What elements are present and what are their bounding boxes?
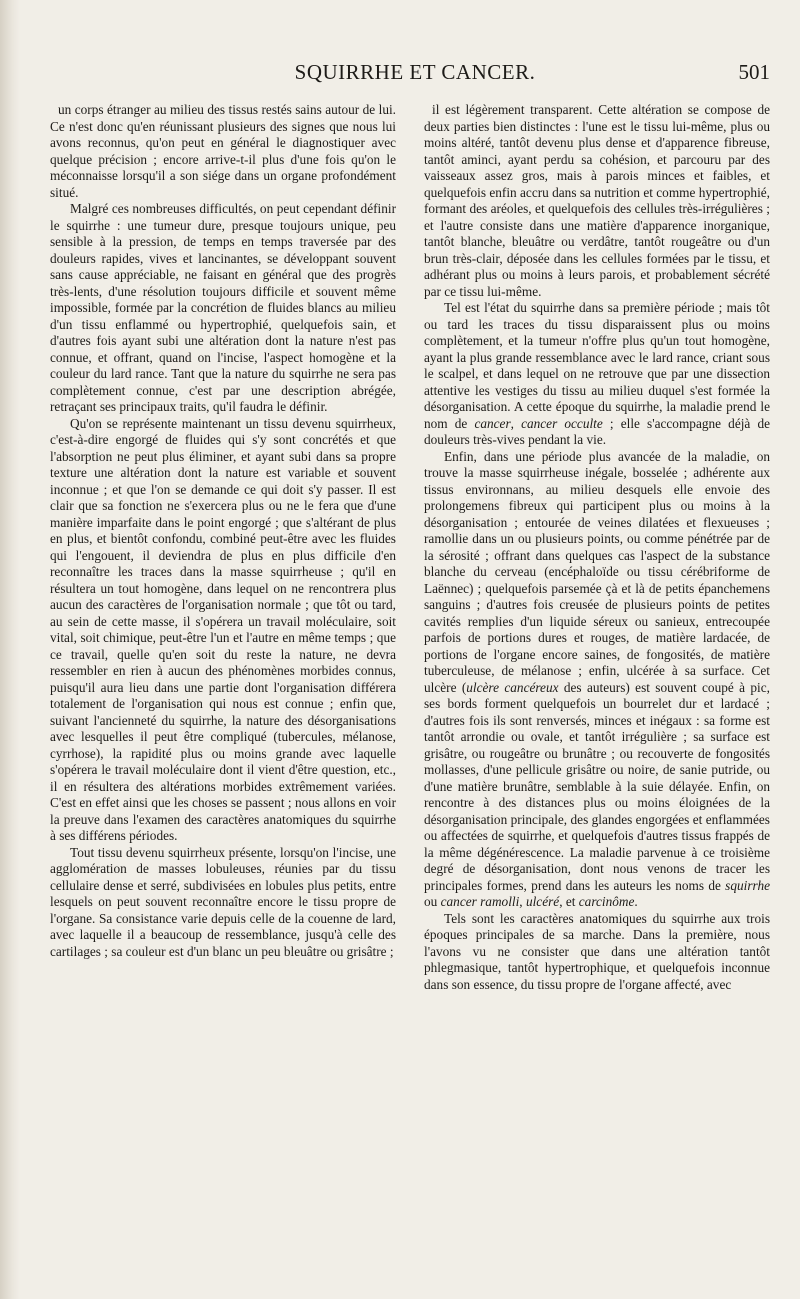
text-run: , et bbox=[559, 894, 576, 909]
text-run: Enfin, dans une période plus avancée de la maladie, on trouve la masse squirrheuse inégale, bosselée ; adhérente aux tissus environnans, au milieu desquels elle envoie des prolongemens fibreux qui participent plus ou moins à la désorganisation ; entourée de veines dilatées et flexueuses ; ramollie dans un ou plusieurs points, ou comme pénétrée par de la sérosité ; offrant dans quelques cas l'aspect de la substance blanche du cerveau (encéphaloïde ou tissu cérébriforme de Laënnec) ; quelquefois parsemée çà et là de petits épanchemens sanguins ; d'autres fois creusée de plusieurs points de petites cavités remplies d'un liquide séreux ou sanieux, entrecoupée parfois de portions dures et rouges, de matière lardacée, de portions de l'organe encore saines, de fongosités, de matière tuberculeuse, de mélanose ; enfin, ulcérée à sa surface. Cet ulcère ( bbox=[424, 448, 770, 695]
emphasis: cancer occulte bbox=[521, 415, 603, 431]
text-run: . bbox=[634, 894, 638, 909]
emphasis: cancer bbox=[474, 415, 511, 431]
emphasis: ulcère cancéreux bbox=[466, 679, 559, 695]
running-title: SQUIRRHE ET CANCER. bbox=[294, 60, 536, 84]
page-number: 501 bbox=[738, 60, 770, 84]
paragraph: Tout tissu devenu squirrheux présente, lorsqu'on l'incise, une agglomération de masses lobuleuses, réunies par du tissu cellulaire dense et serré, subdivisées en lobules plus petits, entre lesquels on peut souvent reconnaître encore le tissu propre de l'organe. Sa consistance varie depuis celle de la couenne de lard, avec laquelle il a beaucoup de ressemblance, jusqu'à celle des cartilages ; sa couleur est d'un blanc un peu bleuâtre ou grisâtre ; bbox=[50, 844, 396, 959]
paragraph: Tels sont les caractères anatomiques du squirrhe aux trois époques principales de sa marche. Dans la première, nous l'avons vu ne consister que dans une altération tantôt phlegmasique, tantôt hypertrophique, et quelquefois inconnue dans son essence, du tissu propre de l'organe affecté, avec bbox=[424, 910, 770, 992]
text-run: ou bbox=[424, 894, 438, 909]
emphasis: ulcéré bbox=[525, 894, 560, 909]
emphasis: squirrhe bbox=[725, 877, 770, 893]
text-run: ; elle s'accompagne déjà de douleurs très-vives pendant la vie. bbox=[424, 415, 770, 447]
left-column bbox=[50, 102, 396, 1282]
page-header bbox=[60, 60, 770, 90]
text-run: Tel est l'état du squirrhe dans sa première période ; mais tôt ou tard les traces du tissu disparaissent plus ou moins complètement, et la tumeur n'offre plus qu'un tout homogène, ayant la plus grande ressemblance avec le lard rance, criant sous le scalpel, et dans lequel on ne retrouve que par une dissection attentive les vestiges du tissu au milieu duquel s'est formée la désorganisation. A cette époque du squirrhe, la maladie prend le nom de bbox=[424, 300, 770, 431]
text-run: des auteurs) est souvent coupé à pic, ses bords forment quelquefois un bourrelet dur et lardacé ; d'autres fois ils sont renversés, minces et inégaux : sa forme est tantôt arrondie ou ovale, et tantôt irrégulière ; sa surface est grisâtre, ou rougeâtre ou brunâtre ; ou recouverte de fongosités mollasses, d'une pellicule grisâtre ou noire, de sanie putride, ou d'une matière brunâtre, semblable à la suie délayée. Enfin, on rencontre à des distances plus ou moins éloignées de la désorganisation principale, des glandes engorgées et enflammées ou affectées de squirrhe, et quelquefois d'autres tissus frappés de la même dégénérescence. La maladie parvenue à ce troisième degré de désorganisation, dont nous venons de tracer les principales formes, prend dans les auteurs les noms de bbox=[424, 679, 770, 893]
paragraph: Qu'on se représente maintenant un tissu devenu squirrheux, c'est-à-dire engorgé de fluides qui s'y sont concrétés et que l'absorption ne peut plus éliminer, et ayant subi dans sa propre texture une altération dont la nature est variable et souvent inconnue ; et que l'on se demande ce qui doit s'y passer. Il est clair que sa fonction ne s'exercera plus ou ne le fera que d'une manière imparfaite dans le point engorgé ; que s'altérant de plus en plus, et bientôt confondu, combiné peut-être avec les fluides qui l'engouent, il deviendra de plus en plus difficile d'en reconnaître les traces dans la masse squirrheuse ; qu'il en résultera un tout homogène, dans lequel on ne rencontrera plus aucun des caractères de l'organisation normale ; que tôt ou tard, au sein de cette masse, il s'opérera un travail moléculaire, soit vital, soit chimique, peut-être l'un et l'autre en même temps ; que ce travail, quelle qu'en soit du reste la nature, ne devra ressembler en rien à aucun des phénomènes morbides connus, puisqu'il aura lieu dans une partie dont l'organisation différera totalement de l'organisation qui nous est connue ; enfin que, suivant l'ancienneté du squirrhe, la nature des désorganisations avec lesquelles il peut être compliqué (tubercules, mélanose, cyrrhose), la rapidité plus ou moins grande avec laquelle s'opérera le travail moléculaire dont il vient d'être question, etc., il en résultera des altérations morbides extrêmement variées. C'est en effet ainsi que les choses se passent ; nous allons en voir la preuve dans l'examen des caractères anatomiques du squirrhe à ses différens périodes. bbox=[50, 415, 396, 843]
paragraph bbox=[424, 449, 770, 911]
page-binding-edge bbox=[0, 0, 20, 1299]
text-run: , bbox=[519, 894, 523, 909]
emphasis: cancer ramolli bbox=[440, 894, 520, 909]
paragraph: un corps étranger au milieu des tissus restés sains autour de lui. Ce n'est donc qu'en réunissant plusieurs des signes que nous lui avons reconnus, qu'on peut en général le diagnostiquer avec quelque précision ; encore arrive-t-il plus d'une fois qu'on le méconnaisse lorsqu'il a son siége dans un organe profondément situé. bbox=[50, 102, 396, 200]
paragraph bbox=[424, 300, 770, 449]
right-column bbox=[424, 102, 770, 1282]
text-columns bbox=[50, 102, 770, 1282]
text-run: , bbox=[510, 415, 514, 431]
emphasis: carcinôme bbox=[578, 894, 635, 909]
paragraph: il est légèrement transparent. Cette altération se compose de deux parties bien distinctes : l'une est le tissu lui-même, plus ou moins altéré, tantôt devenu plus dense et d'apparence fibreuse, tantôt aminci, ayant perdu sa cohésion, et parcouru par des vaisseaux assez gros, mais à parois minces et faibles, et quelquefois enfin accru dans sa nutrition et comme hypertrophié, formant des aréoles, et quelquefois des cellules très-irrégulières ; et l'autre consiste dans une matière d'apparence inorganique, tantôt blanche, bleuâtre ou verdâtre, tantôt rougeâtre ou d'un brun très-clair, déposée dans les cellules formées par le tissu, et adhérant plus ou moins à leurs parois, et probablement sécrété par ce tissu lui-même. bbox=[424, 102, 770, 299]
paragraph: Malgré ces nombreuses difficultés, on peut cependant définir le squirrhe : une tumeur dure, presque toujours unique, peu sensible à la pression, de temps en temps traversée par des douleurs rapides, vives et lancinantes, se développant souvent sans cause appréciable, ne faisant en général que des progrès très-lents, d'une résolution toujours difficile et souvent même impossible, formée par la concrétion de fluides blancs au milieu d'un tissu enflammé ou hypertrophié, quelquefois sain, et d'autres fois ayant subi une altération dont la nature n'est pas connue, et offrant, quand on l'incise, l'aspect homogène et la couleur du lard rance. Tant que la nature du squirrhe ne sera pas complètement connue, c'est par une description abrégée, retraçant ses principaux traits, qu'il faudra le définir. bbox=[50, 201, 396, 414]
